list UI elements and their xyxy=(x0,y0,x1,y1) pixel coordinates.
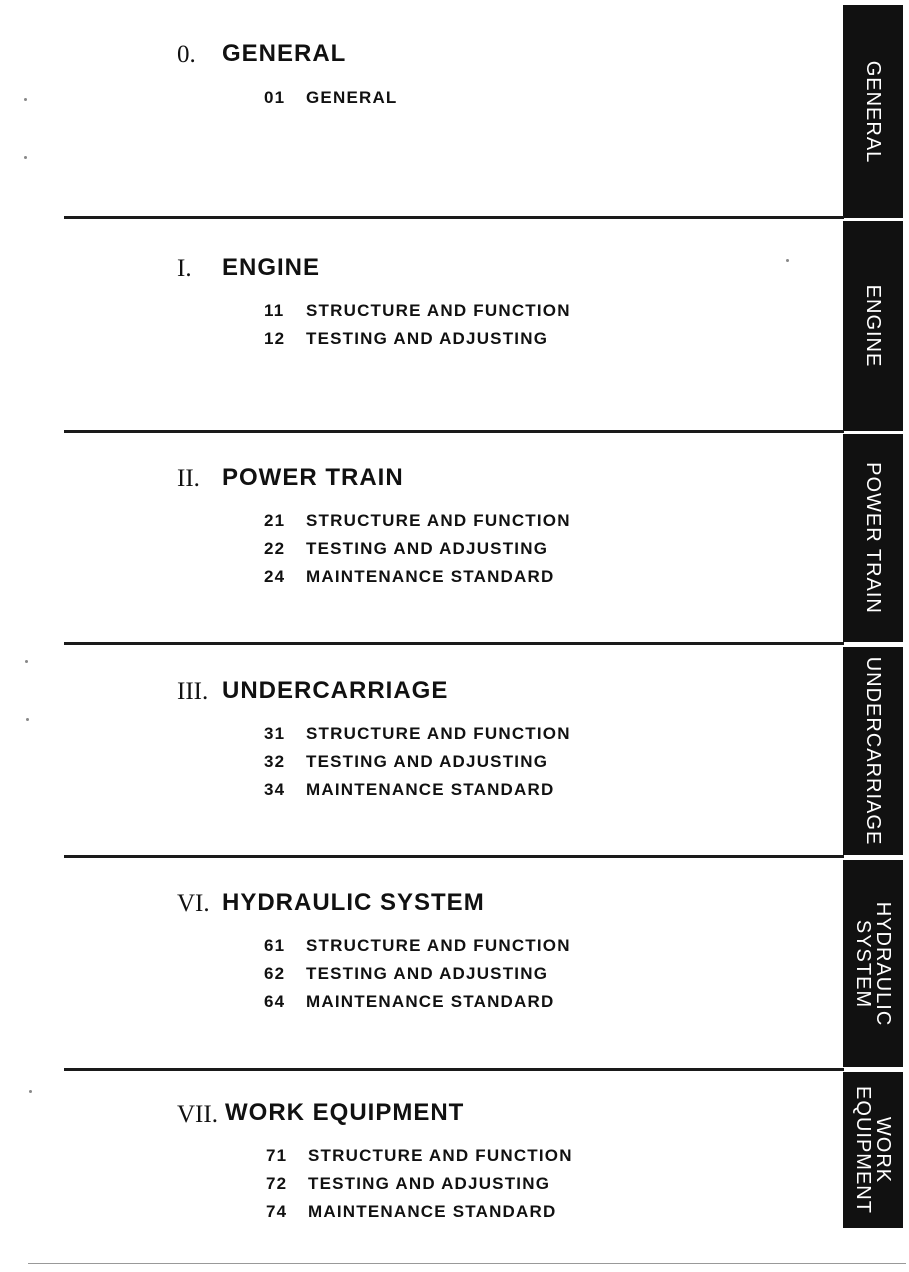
section-numeral: 0. xyxy=(177,41,196,68)
item-label: MAINTENANCE STANDARD xyxy=(308,1202,557,1221)
item-label: STRUCTURE AND FUNCTION xyxy=(306,301,571,320)
toc-item[interactable] xyxy=(264,964,548,984)
section-numeral: I. xyxy=(177,255,192,282)
item-label: GENERAL xyxy=(306,88,398,107)
section-title: UNDERCARRIAGE xyxy=(222,677,449,704)
section-divider xyxy=(64,642,844,645)
item-label: TESTING AND ADJUSTING xyxy=(306,964,549,983)
tab-hydraulic-system[interactable] xyxy=(843,860,903,1067)
toc-item[interactable] xyxy=(264,992,554,1012)
section-numeral: VI. xyxy=(177,890,210,917)
toc-item[interactable] xyxy=(266,1146,573,1166)
item-label: TESTING AND ADJUSTING xyxy=(308,1174,551,1193)
item-number: 64 xyxy=(264,992,286,1011)
item-label: MAINTENANCE STANDARD xyxy=(306,992,555,1011)
item-label: TESTING AND ADJUSTING xyxy=(306,539,549,558)
tab-label: GENERAL xyxy=(862,60,884,163)
tab-label: UNDERCARRIAGE xyxy=(862,656,884,846)
toc-item[interactable] xyxy=(264,539,548,559)
scan-speck xyxy=(786,259,789,262)
section-title: ENGINE xyxy=(222,254,321,281)
section-title: HYDRAULIC SYSTEM xyxy=(222,889,485,916)
toc-item[interactable] xyxy=(266,1202,556,1222)
section-divider xyxy=(64,430,844,433)
toc-item[interactable] xyxy=(264,936,571,956)
item-number: 24 xyxy=(264,567,286,586)
item-number: 34 xyxy=(264,780,286,799)
toc-item[interactable] xyxy=(264,752,548,772)
toc-item[interactable] xyxy=(264,329,548,349)
tab-work-equipment[interactable] xyxy=(843,1072,903,1228)
section-title: GENERAL xyxy=(222,40,347,67)
item-label: STRUCTURE AND FUNCTION xyxy=(306,511,571,530)
item-number: 11 xyxy=(264,301,285,320)
item-label: TESTING AND ADJUSTING xyxy=(306,752,549,771)
page-bottom-rule xyxy=(28,1263,906,1264)
toc-item[interactable] xyxy=(264,780,554,800)
item-number: 01 xyxy=(264,88,286,107)
item-label: STRUCTURE AND FUNCTION xyxy=(306,936,571,955)
toc-item[interactable] xyxy=(264,724,571,744)
item-label: TESTING AND ADJUSTING xyxy=(306,329,549,348)
item-number: 62 xyxy=(264,964,286,983)
section-divider xyxy=(64,855,844,858)
toc-item[interactable] xyxy=(264,511,571,531)
item-number: 72 xyxy=(266,1174,288,1193)
item-label: MAINTENANCE STANDARD xyxy=(306,780,555,799)
item-number: 22 xyxy=(264,539,286,558)
section-divider xyxy=(64,1068,844,1071)
item-number: 21 xyxy=(264,511,286,530)
item-label: STRUCTURE AND FUNCTION xyxy=(306,724,571,743)
scan-speck xyxy=(29,1090,32,1093)
item-number: 74 xyxy=(266,1202,288,1221)
item-number: 61 xyxy=(264,936,286,955)
tab-label: WORK EQUIPMENT xyxy=(852,1086,894,1214)
tab-undercarriage[interactable] xyxy=(843,647,903,855)
toc-item[interactable] xyxy=(264,567,554,587)
item-label: STRUCTURE AND FUNCTION xyxy=(308,1146,573,1165)
item-label: MAINTENANCE STANDARD xyxy=(306,567,555,586)
item-number: 31 xyxy=(264,724,286,743)
section-general xyxy=(0,0,909,218)
toc-item[interactable] xyxy=(264,301,571,321)
scan-speck xyxy=(24,156,27,159)
scan-speck xyxy=(24,98,27,101)
toc-item[interactable] xyxy=(266,1174,550,1194)
tab-label: ENGINE xyxy=(862,284,884,368)
section-title: POWER TRAIN xyxy=(222,464,404,491)
tab-label: HYDRAULIC SYSTEM xyxy=(852,901,894,1026)
tab-general[interactable] xyxy=(843,5,903,218)
section-divider xyxy=(64,216,844,219)
tab-label: POWER TRAIN xyxy=(862,462,884,614)
section-title: WORK EQUIPMENT xyxy=(225,1099,465,1126)
scan-speck xyxy=(25,660,28,663)
section-numeral: VII. xyxy=(177,1101,218,1128)
tab-engine[interactable] xyxy=(843,221,903,431)
section-numeral: II. xyxy=(177,465,200,492)
toc-item[interactable] xyxy=(264,88,398,108)
item-number: 12 xyxy=(264,329,286,348)
section-numeral: III. xyxy=(177,678,209,705)
scan-speck xyxy=(26,718,29,721)
tab-power-train[interactable] xyxy=(843,434,903,642)
item-number: 32 xyxy=(264,752,286,771)
item-number: 71 xyxy=(266,1146,288,1165)
